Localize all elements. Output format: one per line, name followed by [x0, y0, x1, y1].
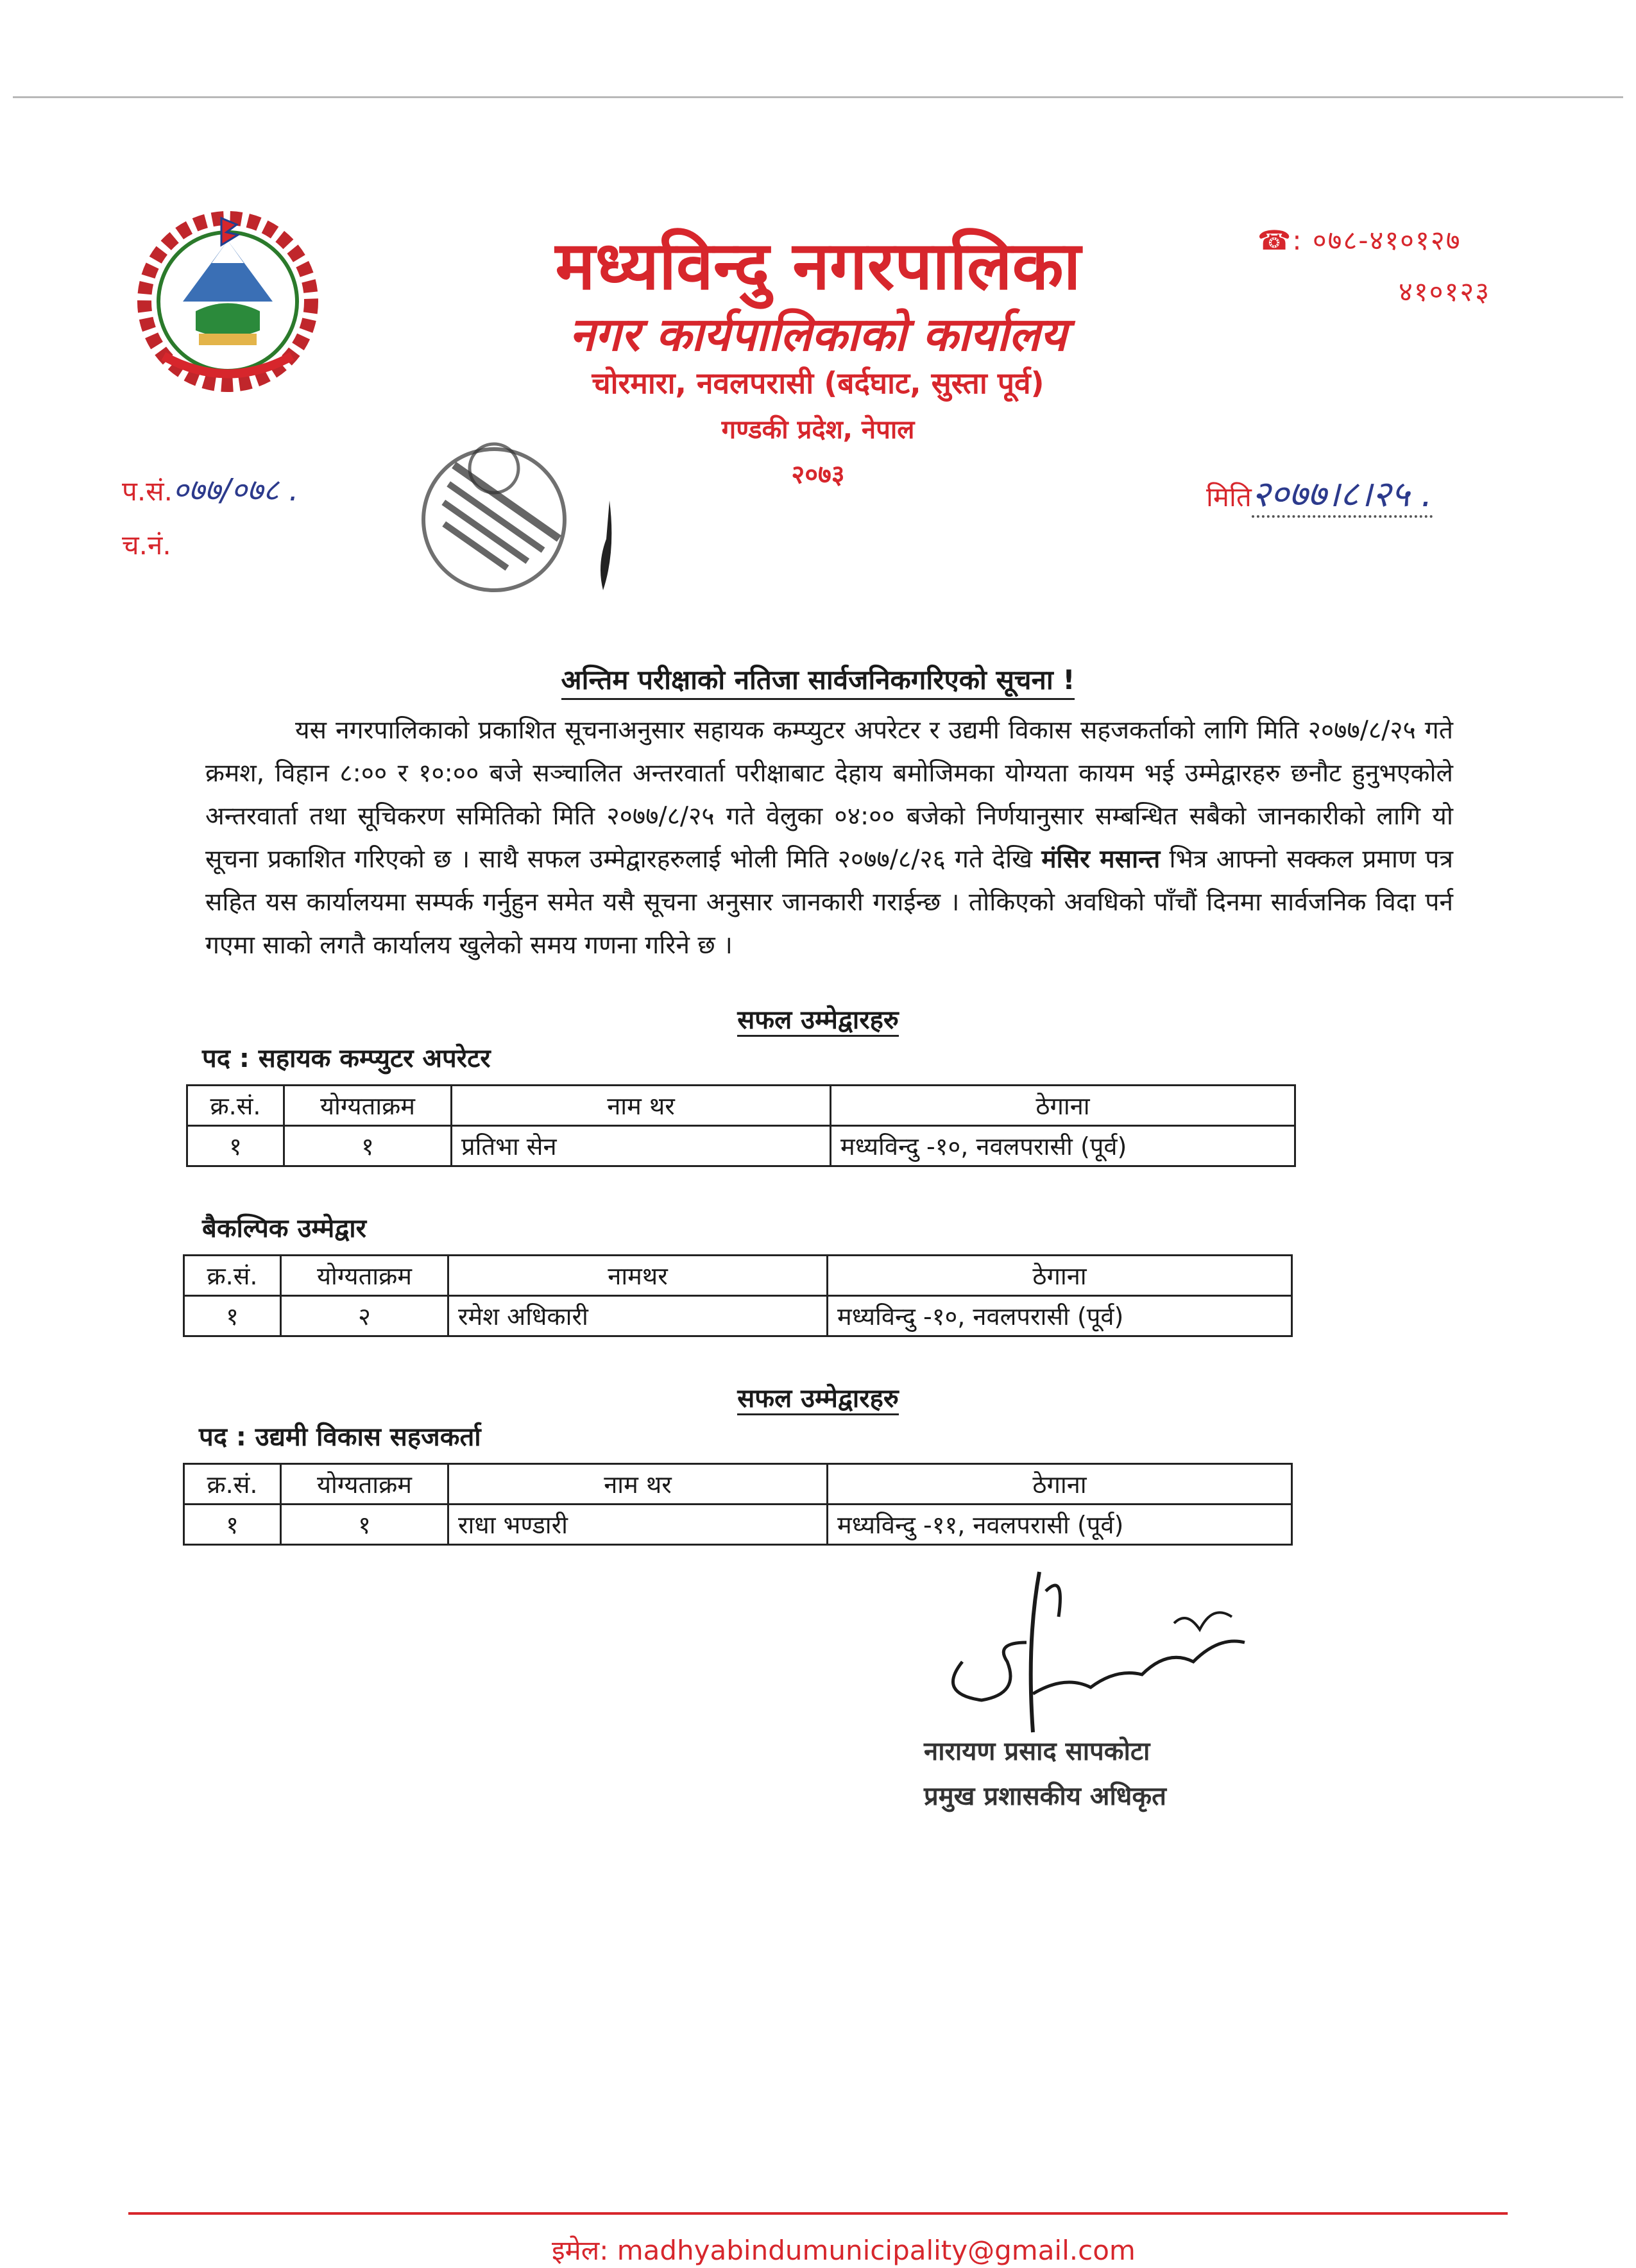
deadline-text: मंसिर मसान्त: [1041, 845, 1161, 874]
officer-name: नारायण प्रसाद सापकोटा: [924, 1737, 1150, 1766]
alternate-candidate-heading: बैकल्पिक उम्मेद्वार: [202, 1214, 366, 1243]
footer-email: इमेल: madhyabindumunicipality@gmail.com: [552, 2235, 1136, 2266]
handwritten-signature-icon: [898, 1565, 1257, 1758]
table-row: १ १ राधा भण्डारी मध्यविन्दु -११, नवलपरासी (पूर्व): [184, 1505, 1292, 1545]
successful-candidates-heading-2: सफल उम्मेद्वारहरु: [0, 1379, 1636, 1415]
issue-date: मिति२०७७।८।२५ .: [1206, 468, 1433, 517]
notice-body: यस नगरपालिकाको प्रकाशित सूचनाअनुसार सहायक कम्प्युटर अपरेटर र उद्यमी विकास सहजकर्ताको लागि मिति २०७७/८/२५ गते क्रमश, विहान ८:०० र १०:०० बजे सञ्चालित अन्तरवार्ता परीक्षाबाट देहाय बमोजिमका योग्यता कायम भई उम्मेद्वारहरु छनौट हुनुभएकोले अन्तरवार्ता तथा सूचिकरण समितिको मिति २०७७/८/२५ गते वेलुका ०४:०० बजेको निर्णयानुसार सम्बन्धित सबैको जानकारीको लागि यो सूचना प्रकाशित गरिएको छ । साथै सफल उम्मेद्वारहरुलाई भोली मिति २०७७/८/२६ गते देखि मंसिर मसान्त भित्र आफ्नो सक्कल प्रमाण पत्र सहित यस कार्यालयमा सम्पर्क गर्नुहुन समेत यसै सूचना अनुसार जानकारी गराईन्छ । तोकिएको अवधिको पाँचौं दिनमा सार्वजनिक विदा पर्न गएमा साको लगतै कार्यालय खुलेको समय गणना गरिने छ ।: [205, 716, 1453, 960]
officer-designation: प्रमुख प्रशासकीय अधिकृत: [924, 1782, 1166, 1811]
top-border-line: [13, 96, 1623, 98]
province-name: गण्डकी प्रदेश, नेपाल: [721, 415, 915, 445]
office-name: नगर कार्यपालिकाको कार्यालय: [569, 307, 1067, 361]
table-header-row: क्र.सं. योग्यताक्रम नाम थर ठेगाना: [184, 1464, 1292, 1505]
notice-heading: अन्तिम परीक्षाको नतिजा सार्वजनिकगरिएको सूचना !: [0, 661, 1636, 697]
dispatch-number: च.नं.: [122, 529, 171, 561]
post-entrepreneur-development-facilitator: पद : उद्यमी विकास सहजकर्ता: [199, 1422, 481, 1452]
table-header-row: क्र.सं. योग्यताक्रम नामथर ठेगाना: [184, 1256, 1292, 1296]
table-row: १ १ प्रतिभा सेन मध्यविन्दु -१०, नवलपरासी (पूर्व): [187, 1126, 1295, 1166]
results-table-facilitator: [183, 1463, 1293, 1546]
phone-number-2: ४१०१२३: [1399, 276, 1491, 307]
office-address: चोरमारा, नवलपरासी (बर्दघाट, सुस्ता पूर्व): [592, 366, 1044, 400]
email-link[interactable]: madhyabindumunicipality@gmail.com: [617, 2235, 1136, 2266]
results-table-alternate: [183, 1254, 1293, 1337]
municipality-name: मध्यविन्दु नगरपालिका: [555, 226, 1081, 305]
table-row: १ २ रमेश अधिकारी मध्यविन्दु -१०, नवलपरासी (पूर्व): [184, 1296, 1292, 1336]
successful-candidates-heading-1: सफल उम्मेद्वारहरु: [0, 1001, 1636, 1036]
results-table-computer-operator: [186, 1084, 1296, 1167]
phone-number-1: ☎: ०७८-४१०१२७: [1257, 225, 1461, 256]
post-assistant-computer-operator: पद : सहायक कम्प्युटर अपरेटर: [202, 1044, 491, 1073]
footer-line: [128, 2212, 1508, 2215]
reference-number: प.सं.०७७/०७८ .: [122, 472, 299, 508]
phone-icon: ☎:: [1257, 225, 1303, 256]
establishment-year: २०७३: [791, 460, 845, 490]
official-stamp-icon: [372, 423, 642, 635]
table-header-row: क्र.सं. योग्यताक्रम नाम थर ठेगाना: [187, 1086, 1295, 1126]
